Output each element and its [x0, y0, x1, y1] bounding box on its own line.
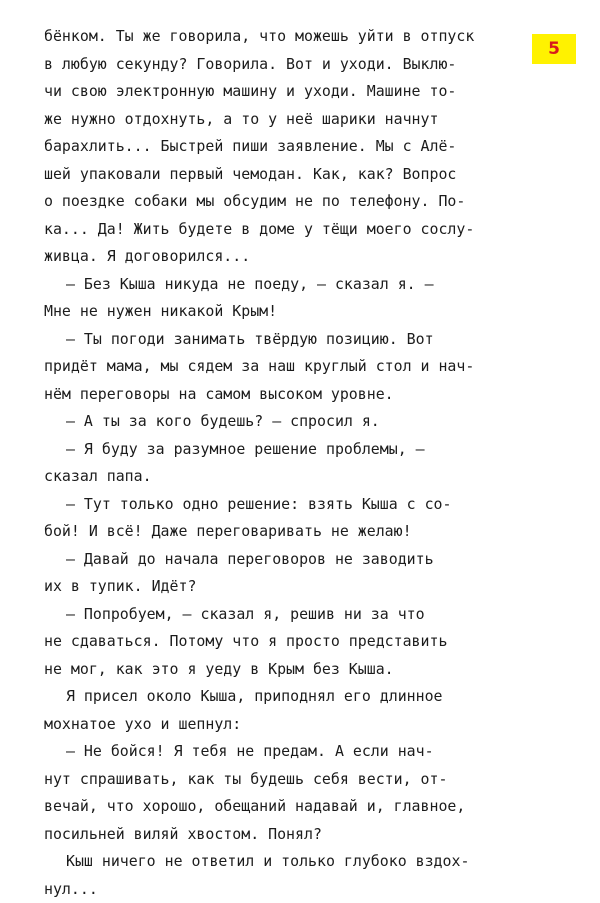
- text-line: — Без Кыша никуда не поеду, — сказал я. —: [44, 271, 508, 299]
- text-line: — Попробуем, — сказал я, решив ни за что: [44, 601, 508, 629]
- text-line: барахлить... Быстрей пиши заявление. Мы с Алё-: [44, 133, 508, 161]
- text-line: — Не бойся! Я тебя не предам. А если нач-: [44, 738, 508, 766]
- text-line: в любую секунду? Говорила. Вот и уходи. Выклю-: [44, 51, 508, 79]
- text-line: — А ты за кого будешь? — спросил я.: [44, 408, 508, 436]
- text-line: нём переговоры на самом высоком уровне.: [44, 381, 508, 409]
- text-line: не мог, как это я уеду в Крым без Кыша.: [44, 656, 508, 684]
- text-line: Мне не нужен никакой Крым!: [44, 298, 508, 326]
- text-line: посильней виляй хвостом. Понял?: [44, 821, 508, 849]
- text-line: — Давай до начала переговоров не заводить: [44, 546, 508, 574]
- text-line: — Тут только одно решение: взять Кыша с со-: [44, 491, 508, 519]
- text-line: вечай, что хорошо, обещаний надавай и, главное,: [44, 793, 508, 821]
- text-line: шей упаковали первый чемодан. Как, как? Вопрос: [44, 161, 508, 189]
- text-line: нут спрашивать, как ты будешь себя вести, от-: [44, 766, 508, 794]
- page-number-badge: 5: [532, 34, 576, 64]
- text-line: — Я буду за разумное решение проблемы, —: [44, 436, 508, 464]
- text-line: чи свою электронную машину и уходи. Машине то-: [44, 78, 508, 106]
- text-line: о поездке собаки мы обсудим не по телефону. По-: [44, 188, 508, 216]
- text-line: не сдаваться. Потому что я просто представить: [44, 628, 508, 656]
- text-line: же нужно отдохнуть, а то у неё шарики начнут: [44, 106, 508, 134]
- text-column: [44, 23, 508, 903]
- text-line: Кыш ничего не ответил и только глубоко вздох-: [44, 848, 508, 876]
- text-line: придёт мама, мы сядем за наш круглый стол и нач-: [44, 353, 508, 381]
- text-line: — Ты погоди занимать твёрдую позицию. Вот: [44, 326, 508, 354]
- text-line: бёнком. Ты же говорила, что можешь уйти в отпуск: [44, 23, 508, 51]
- text-line: бой! И всё! Даже переговаривать не желаю!: [44, 518, 508, 546]
- text-line: их в тупик. Идёт?: [44, 573, 508, 601]
- text-line: живца. Я договорился...: [44, 243, 508, 271]
- text-line: ка... Да! Жить будете в доме у тёщи моего сослу-: [44, 216, 508, 244]
- text-line: мохнатое ухо и шепнул:: [44, 711, 508, 739]
- text-line: нул...: [44, 876, 508, 903]
- text-line: Я присел около Кыша, приподнял его длинное: [44, 683, 508, 711]
- text-line: сказал папа.: [44, 463, 508, 491]
